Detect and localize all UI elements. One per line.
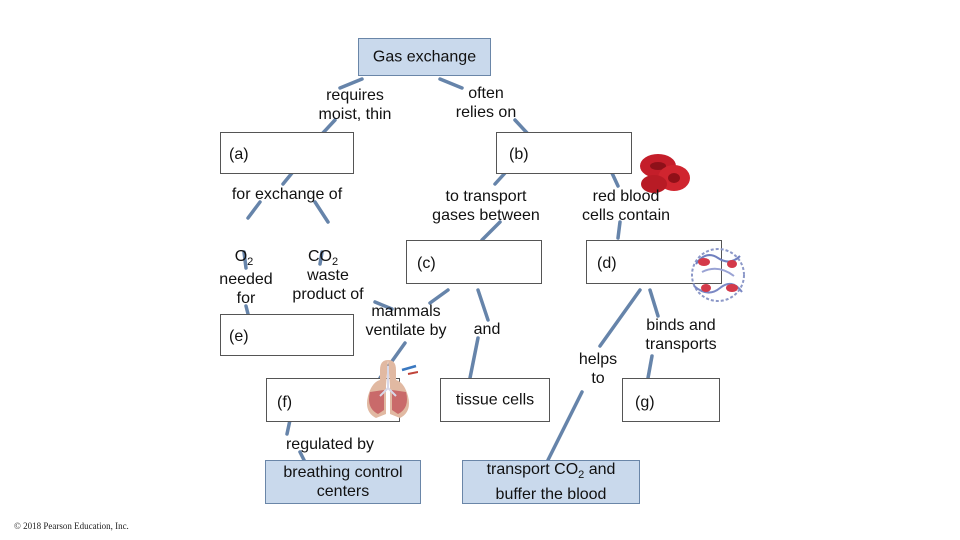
transport-buffer-label	[463, 460, 639, 504]
link-waste-product: waste product of	[292, 267, 364, 303]
buffer-text-b: and buffer the blood	[495, 460, 616, 504]
copyright-notice: © 2018 Pearson Education, Inc.	[14, 521, 129, 531]
blank-box-a[interactable]	[220, 132, 354, 174]
gas-o2	[224, 228, 264, 272]
connector-and-tissue	[470, 338, 478, 378]
link-rbc-contain: red blood cells contain	[581, 188, 671, 224]
tissue-cells-box	[440, 378, 550, 422]
link-requires: requires moist, thin	[318, 87, 392, 123]
link-binds-transports: binds and transports	[645, 317, 717, 353]
box-c-label: (c)	[417, 255, 436, 272]
box-f-label: (f)	[277, 394, 293, 411]
link-helps-to: helps to	[578, 351, 618, 387]
blank-box-b[interactable]	[496, 132, 632, 174]
lungs-respiratory-icon	[358, 356, 418, 422]
title-box	[358, 38, 491, 76]
buffer-subscript: 2	[578, 469, 585, 482]
box-b-label: (b)	[509, 146, 529, 163]
connector-b-rbc	[612, 173, 618, 186]
connector-exchange-gases	[248, 202, 328, 222]
connector-f-regulated	[287, 420, 290, 434]
connector-a-exchange	[283, 173, 292, 184]
link-often-relies: often relies on	[455, 85, 517, 121]
box-a-label: (a)	[229, 146, 249, 163]
blank-box-g[interactable]	[622, 378, 720, 422]
link-needed-for: needed for	[219, 271, 273, 307]
hemoglobin-protein-icon	[682, 242, 754, 308]
breathing-control-label: breathing control centers	[283, 464, 403, 500]
o2-subscript: 2	[247, 256, 254, 269]
title-label: Gas exchange	[372, 48, 477, 66]
breathing-control-box	[265, 460, 421, 504]
link-to-transport: to transport gases between	[432, 188, 540, 224]
link-and: and	[473, 321, 501, 338]
tissue-cells-label: tissue cells	[455, 391, 535, 409]
co2-subscript: 2	[331, 256, 339, 269]
transport-buffer-box	[462, 460, 640, 504]
co2-text: CO	[307, 248, 332, 265]
box-d-label: (d)	[597, 255, 617, 272]
link-for-exchange: for exchange of	[231, 186, 343, 203]
link-mammals-ventilate: mammals ventilate by	[365, 303, 447, 339]
blank-box-c[interactable]	[406, 240, 542, 284]
o2-text: O	[234, 248, 248, 265]
box-g-label: (g)	[635, 394, 655, 411]
connector-b-transport	[495, 173, 505, 184]
connector-binds-g	[648, 356, 652, 378]
blank-box-e[interactable]	[220, 314, 354, 356]
buffer-text-a: transport CO	[486, 460, 579, 478]
connector-helps-buffer	[548, 392, 582, 460]
connector-c-and	[478, 290, 488, 320]
box-e-label: (e)	[229, 328, 249, 345]
connector-d-binds	[650, 290, 658, 316]
link-regulated-by: regulated by	[285, 436, 375, 453]
